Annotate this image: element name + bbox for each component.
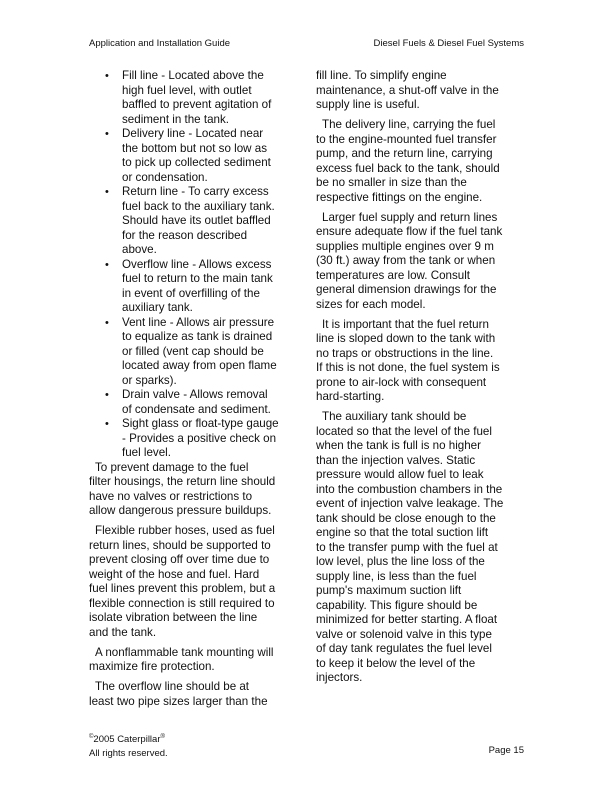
paragraph xyxy=(316,118,531,205)
text-line: to keep it below the level of the xyxy=(316,656,476,670)
text-line: baffled to prevent agitation of xyxy=(122,98,272,111)
text-line: respective fittings on the engine. xyxy=(316,190,483,204)
text-line: when the tank is full is no higher xyxy=(316,439,481,452)
text-line: Sight glass or float-type gauge xyxy=(122,417,279,430)
text-line: It is important that the fuel return xyxy=(322,317,489,331)
text-line: sizes for each model. xyxy=(316,297,426,311)
text-line: to the transfer pump with the fuel at xyxy=(316,540,498,554)
text-line: Flexible rubber hoses, used as fuel xyxy=(95,524,275,537)
text-line: high fuel level, with outlet xyxy=(122,83,252,97)
text-line: of day tank regulates the fuel level xyxy=(316,642,492,655)
text-line: no traps or obstructions in the line. xyxy=(316,346,494,360)
bullet-icon: • xyxy=(105,418,109,430)
text-line: low level, plus the line loss of the xyxy=(316,555,485,568)
left-paragraphs xyxy=(89,461,304,710)
right-column xyxy=(316,69,531,691)
text-line: Larger fuel supply and return lines xyxy=(322,210,498,224)
bullet-icon: • xyxy=(105,258,109,271)
text-line: supply line is useful. xyxy=(316,98,420,111)
text-line: above. xyxy=(122,243,157,256)
text-line: fuel back to the auxiliary tank. xyxy=(122,199,275,213)
text-line: To prevent damage to the fuel xyxy=(95,460,249,474)
bullet-icon: • xyxy=(105,128,109,140)
text-line: than the injection valves. Static xyxy=(316,453,476,467)
text-line: valve or solenoid valve in this type xyxy=(316,627,492,641)
text-line: least two pipe sizes larger than the xyxy=(89,694,268,708)
bullet-icon: • xyxy=(105,389,109,401)
text-line: filter housings, the return line should xyxy=(89,475,276,488)
rights-text: All rights reserved. xyxy=(89,748,168,759)
text-line: return lines, should be supported to xyxy=(89,538,271,552)
text-line: Overflow line - Allows excess xyxy=(122,257,272,271)
text-line: have no valves or restrictions to xyxy=(89,489,253,503)
text-line: for the reason described xyxy=(122,228,248,242)
text-line: general dimension drawings for the xyxy=(316,283,497,296)
text-line: located away from open flame xyxy=(122,359,277,372)
text-line: hard-starting. xyxy=(316,390,385,403)
copyright-text: 2005 Caterpillar xyxy=(93,734,161,745)
paragraph xyxy=(89,461,304,519)
bullet-item xyxy=(89,69,304,127)
text-line: - Provides a positive check on xyxy=(122,431,277,445)
text-line: minimized for better starting. A float xyxy=(316,613,498,626)
bullet-item xyxy=(89,127,304,185)
text-line: allow dangerous pressure buildups. xyxy=(89,504,272,517)
paragraph xyxy=(89,680,304,709)
bullet-icon: • xyxy=(105,70,109,82)
text-line: to equalize as tank is drained xyxy=(122,330,273,343)
page-number: Page 15 xyxy=(488,745,524,756)
text-line: in event of overfilling of the xyxy=(122,286,260,300)
text-line: Return line - To carry excess xyxy=(122,185,269,198)
text-line: The overflow line should be at xyxy=(95,680,250,693)
text-line: pump, and the return line, carrying xyxy=(316,147,493,160)
text-line: Fill line - Located above the xyxy=(122,69,264,82)
bullet-list xyxy=(89,69,304,461)
footer-copyright xyxy=(89,730,168,761)
text-line: supply line, is less than the fuel xyxy=(316,569,477,583)
text-line: weight of the hose and fuel. Hard xyxy=(89,567,260,581)
paragraph xyxy=(316,69,531,113)
text-line: or filled (vent cap should be xyxy=(122,344,264,358)
text-line: A nonflammable tank mounting will xyxy=(95,645,274,659)
text-line: Vent line - Allows air pressure xyxy=(122,315,275,329)
paragraph xyxy=(316,318,531,405)
text-line: into the combustion chambers in the xyxy=(316,482,503,496)
text-line: The auxiliary tank should be xyxy=(322,410,467,423)
text-line: (30 ft.) away from the tank or when xyxy=(316,254,496,267)
text-line: to the engine-mounted fuel transfer xyxy=(316,132,497,146)
text-line: of condensate and sediment. xyxy=(122,402,271,416)
bullet-item xyxy=(89,388,304,417)
bullet-icon: • xyxy=(105,186,109,198)
text-line: engine so that the total suction lift xyxy=(316,526,489,539)
text-line: sediment in the tank. xyxy=(122,112,229,126)
text-line: auxiliary tank. xyxy=(122,301,193,314)
header-section-title: Diesel Fuels & Diesel Fuel Systems xyxy=(373,38,524,49)
text-line: event of injection valve leakage. The xyxy=(316,497,504,510)
copyright-symbol: © xyxy=(89,734,94,740)
text-line: temperatures are low. Consult xyxy=(316,268,471,282)
paragraph xyxy=(89,646,304,675)
text-line: supplies multiple engines over 9 m xyxy=(316,239,494,253)
text-line: maximize fire protection. xyxy=(89,660,215,673)
text-line: flexible connection is still required to xyxy=(89,596,275,610)
text-line: Delivery line - Located near xyxy=(122,127,264,140)
text-line: Should have its outlet baffled xyxy=(122,214,271,227)
left-column xyxy=(89,69,304,715)
header-guide-title: Application and Installation Guide xyxy=(89,38,231,49)
text-line: If this is not done, the fuel system is xyxy=(316,361,500,374)
text-line: Drain valve - Allows removal xyxy=(122,388,268,401)
text-line: ensure adequate flow if the fuel tank xyxy=(316,225,503,238)
paragraph xyxy=(316,211,531,313)
paragraph xyxy=(89,524,304,640)
text-line: fuel to return to the main tank xyxy=(122,272,273,285)
text-line: isolate vibration between the line xyxy=(89,611,258,624)
bullet-item xyxy=(89,185,304,258)
bullet-item xyxy=(89,258,304,316)
text-line: The delivery line, carrying the fuel xyxy=(322,118,496,131)
text-line: located so that the level of the fuel xyxy=(316,424,492,438)
bullet-icon: • xyxy=(105,316,109,329)
text-line: prone to air-lock with consequent xyxy=(316,375,487,389)
text-line: prevent closing off over time due to xyxy=(89,553,270,566)
text-line: fill line. To simplify engine xyxy=(316,69,447,82)
text-line: or sparks). xyxy=(122,373,177,387)
text-line: maintenance, a shut-off valve in the xyxy=(316,83,499,97)
text-line: tank should be close enough to the xyxy=(316,511,496,525)
registered-symbol: ® xyxy=(160,734,165,740)
text-line: pump's maximum suction lift xyxy=(316,584,462,597)
text-line: and the tank. xyxy=(89,625,157,639)
text-line: line is sloped down to the tank with xyxy=(316,332,496,345)
text-line: to pick up collected sediment xyxy=(122,156,271,169)
text-line: injectors. xyxy=(316,671,363,684)
text-line: or condensation. xyxy=(122,170,208,184)
bullet-item xyxy=(89,417,304,461)
text-line: fuel lines prevent this problem, but a xyxy=(89,582,276,595)
text-line: excess fuel back to the tank, should xyxy=(316,161,500,175)
text-line: the bottom but not so low as xyxy=(122,141,268,155)
text-line: capability. This figure should be xyxy=(316,598,478,612)
text-line: be no smaller in size than the xyxy=(316,176,467,189)
text-line: fuel level. xyxy=(122,446,171,459)
paragraph xyxy=(316,410,531,686)
text-line: pressure would allow fuel to leak xyxy=(316,468,484,481)
bullet-item xyxy=(89,316,304,389)
